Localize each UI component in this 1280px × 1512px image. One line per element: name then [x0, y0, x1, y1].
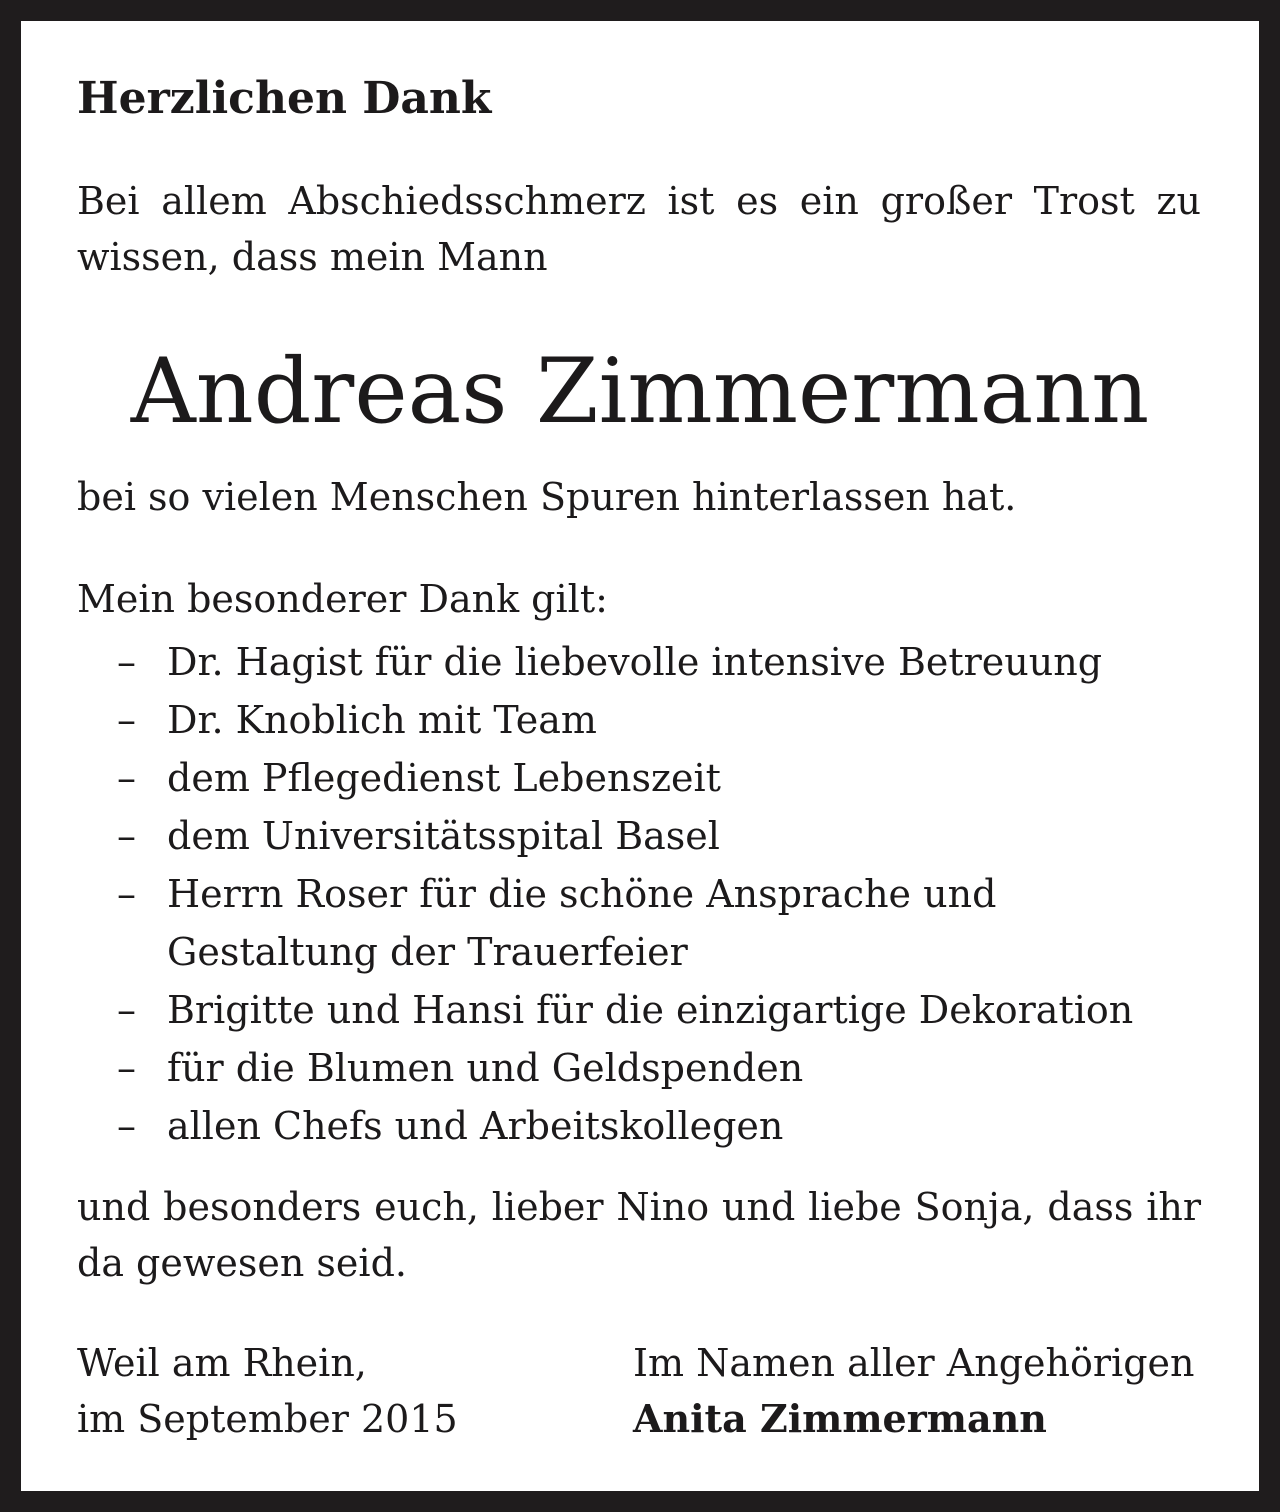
traces-sentence: bei so vielen Menschen Spuren hinterlassen hat. — [77, 475, 1017, 519]
list-item-text: Brigitte und Hansi für die einzigartige Dekoration — [167, 988, 1134, 1032]
deceased-name: Andreas Zimmermann — [130, 339, 1150, 444]
thanks-list — [77, 633, 1133, 1155]
list-item-text: allen Chefs und Arbeitskollegen — [167, 1104, 784, 1148]
intro-paragraph: Bei allem Abschiedsschmerz ist es ein großer Trost zu wissen, dass mein Mann — [77, 179, 1201, 279]
list-item — [77, 981, 1133, 1039]
list-item — [77, 691, 1133, 749]
list-item — [77, 1097, 1133, 1155]
closing-paragraph: und besonders euch, lieber Nino und liebe Sonja, dass ihr da gewesen seid. — [77, 1185, 1201, 1285]
dash-bullet: – — [117, 872, 136, 916]
list-item — [77, 1039, 1133, 1097]
list-item — [77, 865, 1133, 981]
place-and-date — [77, 1335, 458, 1447]
signoff-line: Im Namen aller Angehörigen — [633, 1341, 1195, 1385]
dash-bullet: – — [117, 1046, 136, 1090]
signoff — [633, 1335, 1194, 1447]
list-item — [77, 749, 1133, 807]
list-item-text: Herrn Roser für die schöne Ansprache und Gestaltung der Trauerfeier — [167, 872, 997, 974]
list-item — [77, 633, 1133, 691]
dash-bullet: – — [117, 698, 136, 742]
list-item-text: Dr. Knoblich mit Team — [167, 698, 597, 742]
list-item-text: dem Pflegedienst Lebenszeit — [167, 756, 721, 800]
place-line: Weil am Rhein, — [77, 1341, 367, 1385]
list-item-text: für die Blumen und Geldspenden — [167, 1046, 804, 1090]
thanks-intro: Mein besonderer Dank gilt: — [77, 577, 608, 621]
dash-bullet: – — [117, 988, 136, 1032]
dash-bullet: – — [117, 814, 136, 858]
list-item-text: dem Universitätsspital Basel — [167, 814, 720, 858]
dash-bullet: – — [117, 756, 136, 800]
notice-heading: Herzlichen Dank — [77, 73, 492, 124]
list-item-text: Dr. Hagist für die liebevolle intensive Betreuung — [167, 640, 1103, 684]
dash-bullet: – — [117, 640, 136, 684]
dash-bullet: – — [117, 1104, 136, 1148]
date-line: im September 2015 — [77, 1397, 458, 1441]
list-item — [77, 807, 1133, 865]
signoff-name: Anita Zimmermann — [633, 1396, 1047, 1441]
